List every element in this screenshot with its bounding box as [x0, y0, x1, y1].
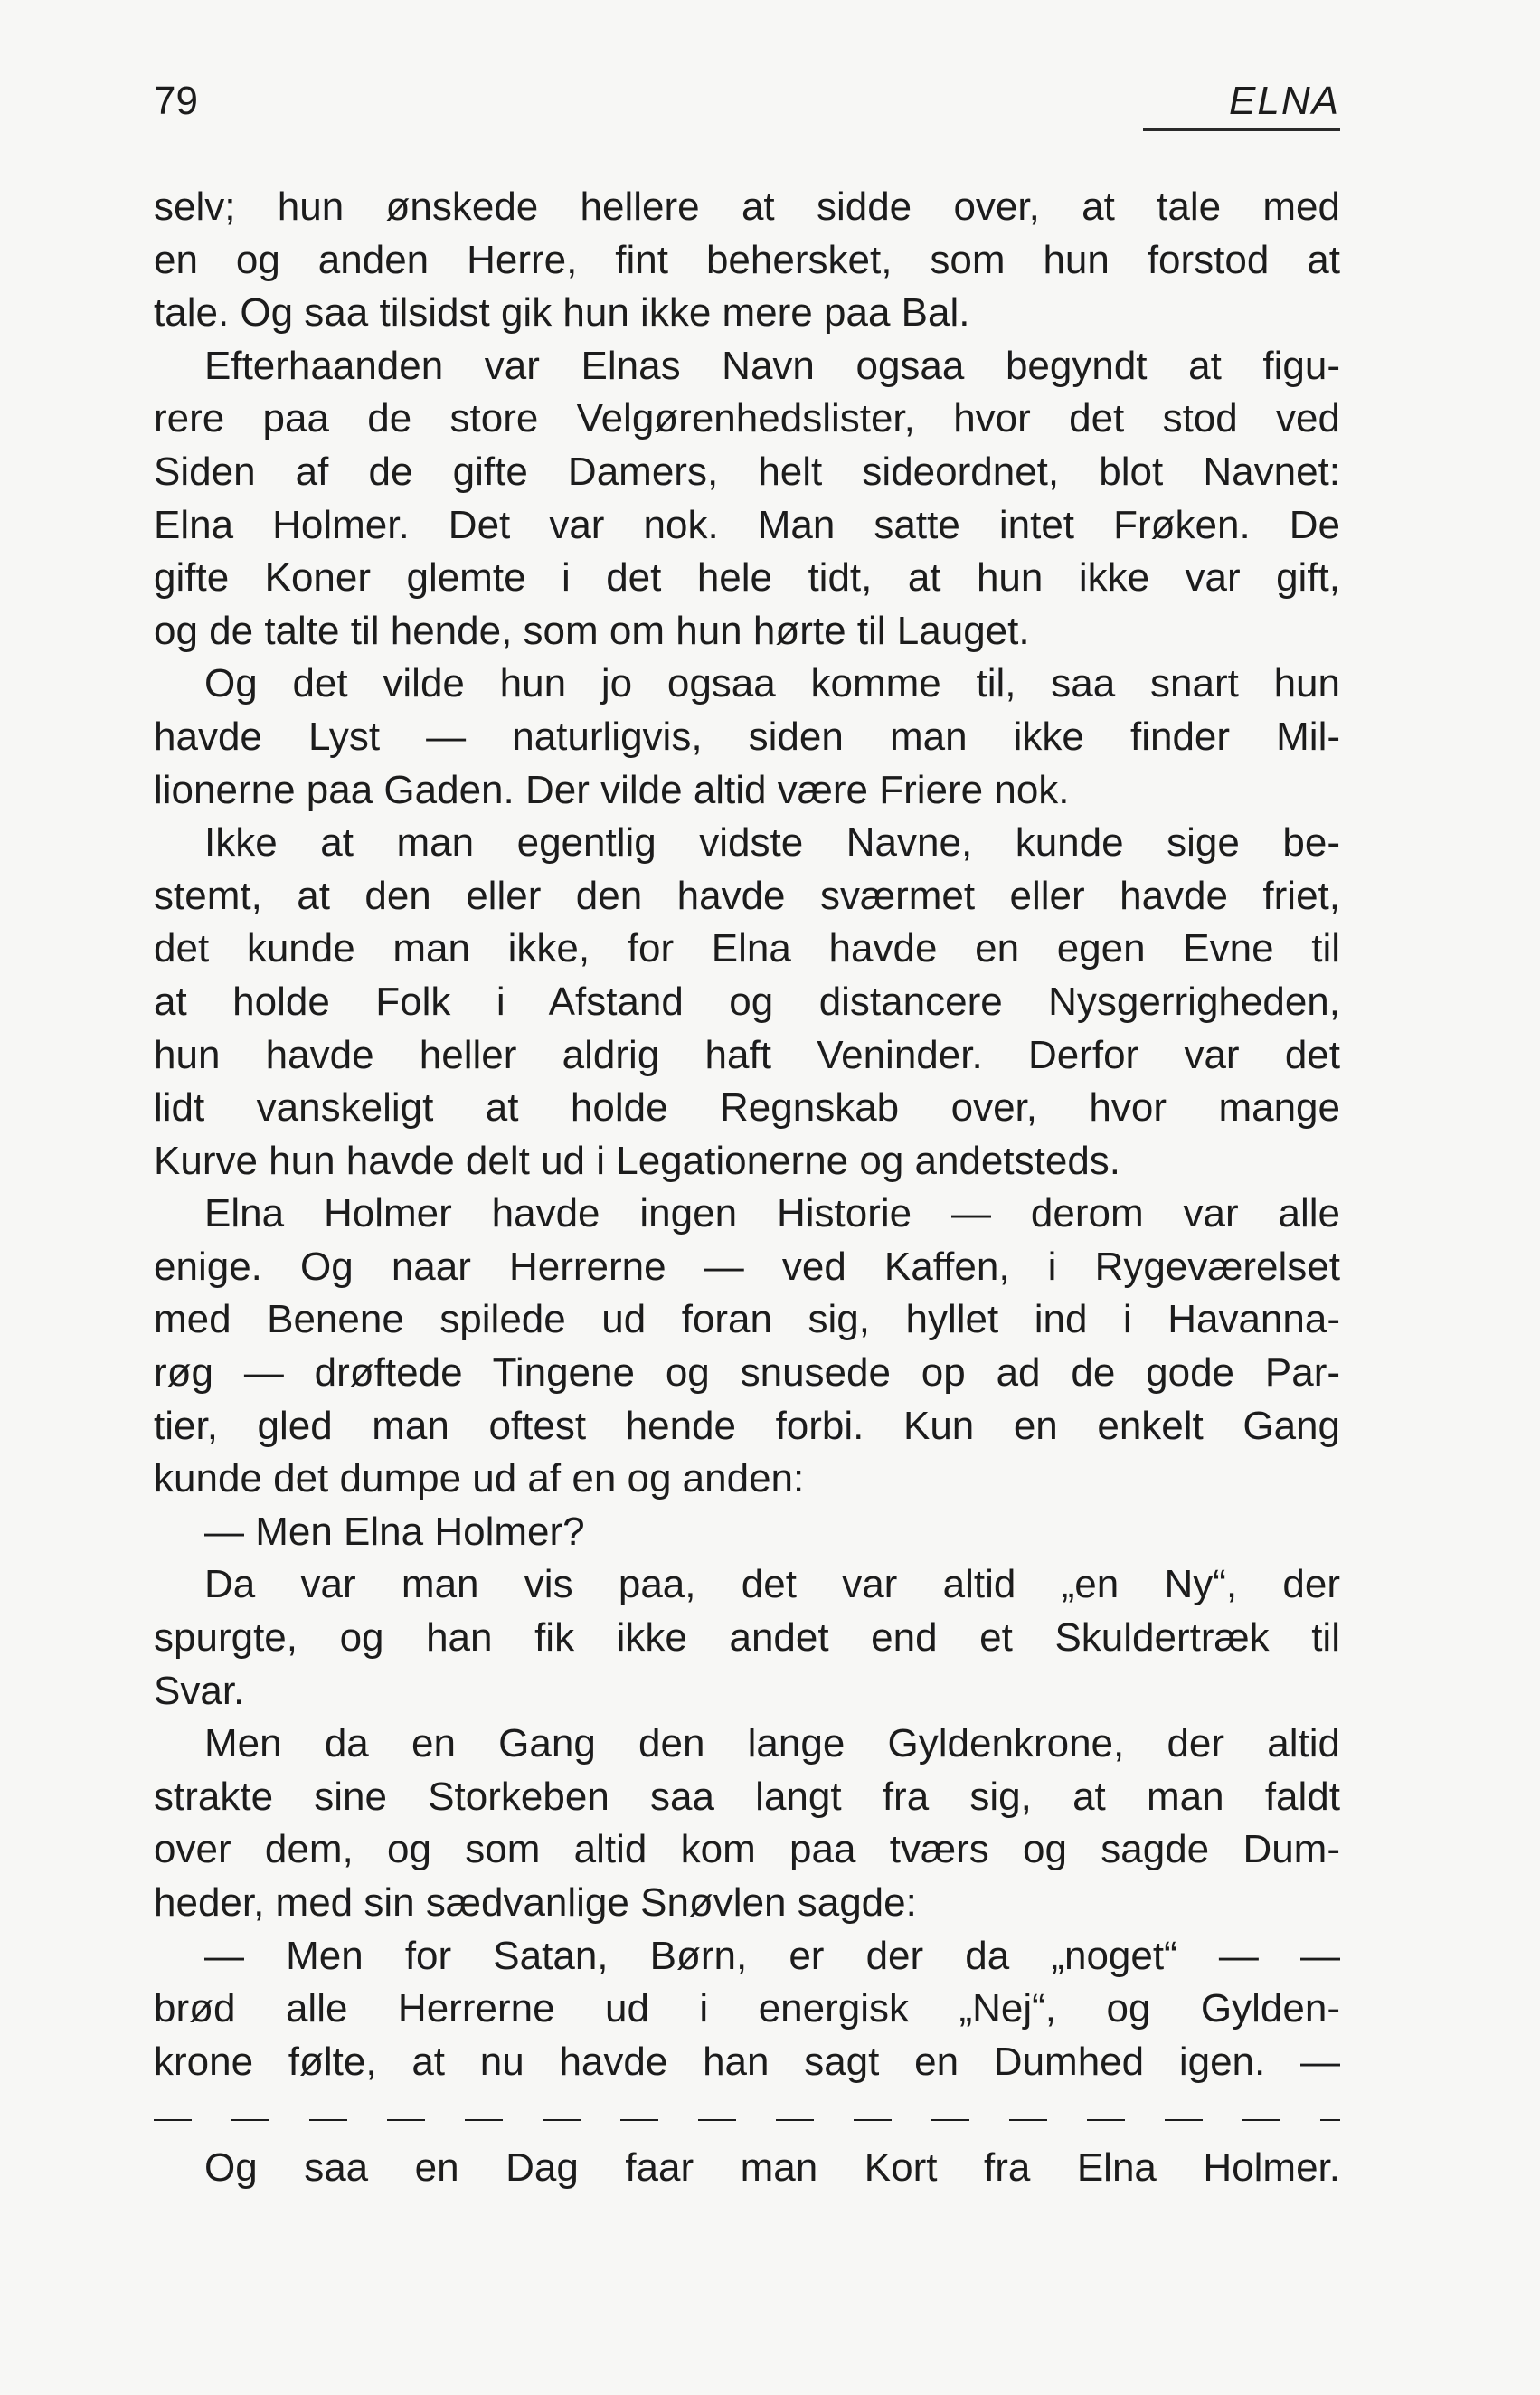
- text-line: lidt vanskeligt at holde Regnskab over, hvor mange: [154, 1085, 1340, 1131]
- text-line: over dem, og som altid kom paa tværs og sagde Dum-: [154, 1827, 1340, 1872]
- text-line: selv; hun ønskede hellere at sidde over, at tale med: [154, 185, 1340, 229]
- text-line: Ikke at man egentlig vidste Navne, kunde sige be-: [204, 820, 1340, 866]
- text-line: — Men Elna Holmer?: [204, 1509, 585, 1554]
- text-line: røg — drøftede Tingene og snusede op ad de gode Par-: [154, 1350, 1340, 1396]
- text-line: det kunde man ikke, for Elna havde en egen Evne til: [154, 926, 1340, 971]
- text-line: hun havde heller aldrig haft Veninder. Derfor var det: [154, 1032, 1340, 1077]
- body-text: [154, 181, 1340, 2195]
- text-line: Da var man vis paa, det var altid „en Ny“, der: [204, 1562, 1340, 1607]
- text-line: Men da en Gang den lange Gyldenkrone, der altid: [204, 1721, 1340, 1766]
- text-line: brød alle Herrerne ud i energisk „Nej“, og Gylden-: [154, 1986, 1340, 2031]
- running-title: ELNA: [1143, 74, 1340, 131]
- text-line: tale. Og saa tilsidst gik hun ikke mere paa Bal.: [154, 290, 970, 336]
- text-line: en og anden Herre, fint behersket, som hun forstod at: [154, 237, 1340, 282]
- text-line: Kurve hun havde delt ud i Legationerne og andetsteds.: [154, 1138, 1121, 1183]
- text-line: spurgte, og han fik ikke andet end et Skuldertræk til: [154, 1615, 1340, 1661]
- text-line: tier, gled man oftest hende forbi. Kun en enkelt Gang: [154, 1403, 1340, 1448]
- text-line: rere paa de store Velgørenhedslister, hvor det stod ved: [154, 396, 1340, 441]
- text-line: Og saa en Dag faar man Kort fra Elna Holmer.: [204, 2144, 1340, 2190]
- text-line: og de talte til hende, som om hun hørte til Lauget.: [154, 608, 1030, 653]
- text-line: kunde det dumpe ud af en og anden:: [154, 1456, 805, 1501]
- page-header: [154, 74, 1340, 128]
- text-line: at holde Folk i Afstand og distancere Nysgerrigheden,: [154, 979, 1340, 1024]
- text-line: stemt, at den eller den havde sværmet eller havde friet,: [154, 873, 1340, 918]
- text-line: Siden af de gifte Damers, helt sideordnet, blot Navnet:: [154, 449, 1340, 494]
- text-line: Elna Holmer. Det var nok. Man satte intet Frøken. De: [154, 502, 1340, 547]
- text-line: Og det vilde hun jo ogsaa komme til, saa snart hun: [204, 661, 1340, 706]
- text-line: havde Lyst — naturligvis, siden man ikke finder Mil-: [154, 714, 1340, 759]
- text-line: Efterhaanden var Elnas Navn ogsaa begyndt at figu-: [204, 343, 1340, 388]
- text-line: heder, med sin sædvanlige Snøvlen sagde:: [154, 1880, 917, 1925]
- dash-separator: [154, 2088, 1340, 2142]
- text-line: gifte Koner glemte i det hele tidt, at hun ikke var gift,: [154, 555, 1340, 601]
- text-line: med Benene spilede ud foran sig, hyllet ind i Havanna-: [154, 1297, 1340, 1342]
- text-line: Elna Holmer havde ingen Historie — derom var alle: [204, 1191, 1340, 1236]
- text-line: Svar.: [154, 1668, 245, 1713]
- page-number: 79: [154, 79, 198, 123]
- text-line: lionerne paa Gaden. Der vilde altid være Friere nok.: [154, 767, 1070, 812]
- text-line: — Men for Satan, Børn, er der da „noget“ — —: [204, 1933, 1340, 1978]
- text-line: strakte sine Storkeben saa langt fra sig, at man faldt: [154, 1774, 1340, 1819]
- text-line: enige. Og naar Herrerne — ved Kaffen, i Rygeværelset: [154, 1244, 1340, 1289]
- text-line: krone følte, at nu havde han sagt en Dumhed igen. —: [154, 2039, 1340, 2084]
